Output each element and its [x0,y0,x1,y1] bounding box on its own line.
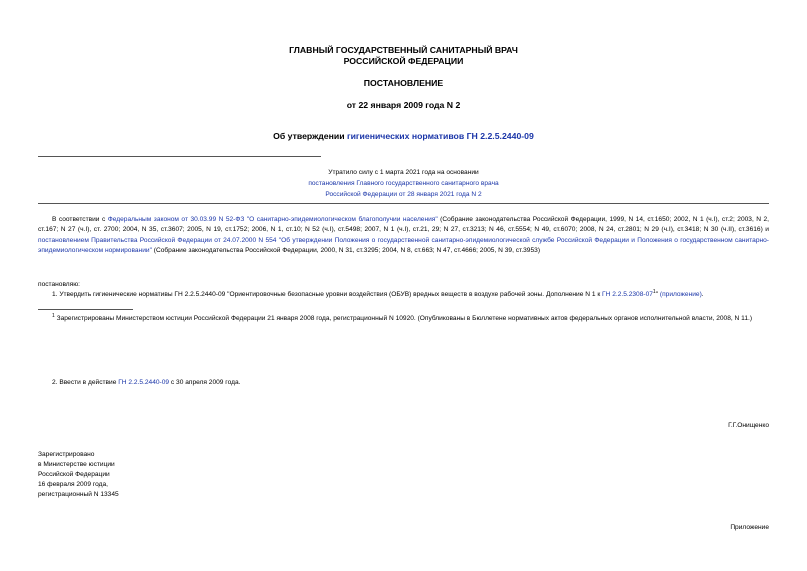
gn-2308-link[interactable]: ГН 2.2.5.2308-07 [602,291,653,298]
gn-2440-link[interactable]: ГН 2.2.5.2440-09 [118,379,170,386]
registration-line-5: регистрационный N 13345 [38,491,119,498]
status-note-line-1: Утратило силу с 1 марта 2021 года на основании [328,169,479,176]
footnote-marker: 1 [652,288,656,295]
footnote-text [52,314,769,324]
resolve-word: постановляю: [38,281,81,288]
registration-line-1: Зарегистрировано [38,451,95,458]
document-title [0,131,807,142]
footnote-divider [38,309,133,310]
divider-long [38,203,769,204]
item-2-text-2: с 30 апреля 2009 года. [169,379,241,386]
document-type: ПОСТАНОВЛЕНИЕ [363,78,444,88]
title-prefix: Об утверждении [273,131,347,141]
item-1-text-2: " [655,291,660,298]
divider-short [38,156,321,157]
repeal-decree-link[interactable]: постановления Главного государственного санитарного врача [308,180,499,187]
item-1-paragraph [52,290,772,300]
signature: Г.Г.Онищенко [728,422,769,429]
item-2-paragraph [52,378,240,388]
issuer-line-1: ГЛАВНЫЙ ГОСУДАРСТВЕННЫЙ САНИТАРНЫЙ ВРАЧ [289,45,518,55]
preamble-text-2: (Собрание законодательства Российской Федерации, 1999, N 14, ст.1650; 2002, N 1 (ч.I), ст.2; 2003, N 2, ст.167; N 27 (ч.I), ст. 2700; 2004, N 35, ст.3607; 2005, N 19, ст.1752; 2006, N 1, ст.10; N 52 (ч.I), ст.5498; 2007, N 1 (ч.I), ст.21, 29; N 27, ст.3213; N 46, ст.5554; N 49, ст.6070; 2008, N 24, ст.2801; N 29 (ч.I), ст.3418; N 30 (ч.II), ст.3616) и [38,216,770,234]
item-1-text-3: . [701,291,704,298]
preamble-text-1: В соответствии с [52,216,108,223]
registration-line-3: Российской Федерации [38,471,110,478]
registration-line-4: 16 февраля 2009 года, [38,481,108,488]
item-2-text: 2. Ввести в действие [52,379,119,386]
issuer-line-2: РОССИЙСКОЙ ФЕДЕРАЦИИ [343,56,464,66]
federal-law-link[interactable]: Федеральным законом от 30.03.99 N 52-ФЗ "О санитарно-эпидемиологическом благополучии населения" [107,216,438,223]
preamble-paragraph [38,215,769,257]
appendix-link[interactable]: (приложение) [659,291,702,298]
appendix-label: Приложение [730,524,769,531]
government-decree-link[interactable]: постановлением Правительства Российской Федерации от 24.07.2000 N 554 "Об утверждении Положения о государственной санитарно-эпидемиологической службе Российской Федерации и Положения о государственном санитарно-эпидемиологическом нормировании" [38,236,769,255]
title-norms-link[interactable]: гигиенических нормативов ГН 2.2.5.2440-09 [346,131,534,141]
status-note-link-line-3[interactable] [0,190,807,200]
preamble-text-3: (Собрание законодательства Российской Федерации, 2000, N 31, ст.3295; 2004, N 8, ст.663; N 47, ст.4666; 2005, N 39, ст.3953) [151,247,541,255]
footnote-number: 1 [52,312,55,319]
item-1-text: 1. Утвердить гигиенические нормативы ГН 2.2.5.2440-09 "Ориентировочные безопасные уровни воздействия (ОБУВ) вредных веществ в воздухе рабочей зоны. Дополнение N 1 к [52,291,603,298]
footnote-body: Зарегистрированы Министерством юстиции Российской Федерации 21 января 2008 года, регистрационный N 10920. (Опубликованы в Бюллетене нормативных актов федеральных органов исполнительной власти, 2008, N 11.) [54,315,753,322]
registration-line-2: в Министерстве юстиции [38,461,115,468]
repeal-decree-link-cont[interactable]: Российской Федерации от 28 января 2021 года N 2 [325,191,482,198]
status-note-link-line-2[interactable] [0,179,807,189]
document-date-number: от 22 января 2009 года N 2 [346,100,461,110]
